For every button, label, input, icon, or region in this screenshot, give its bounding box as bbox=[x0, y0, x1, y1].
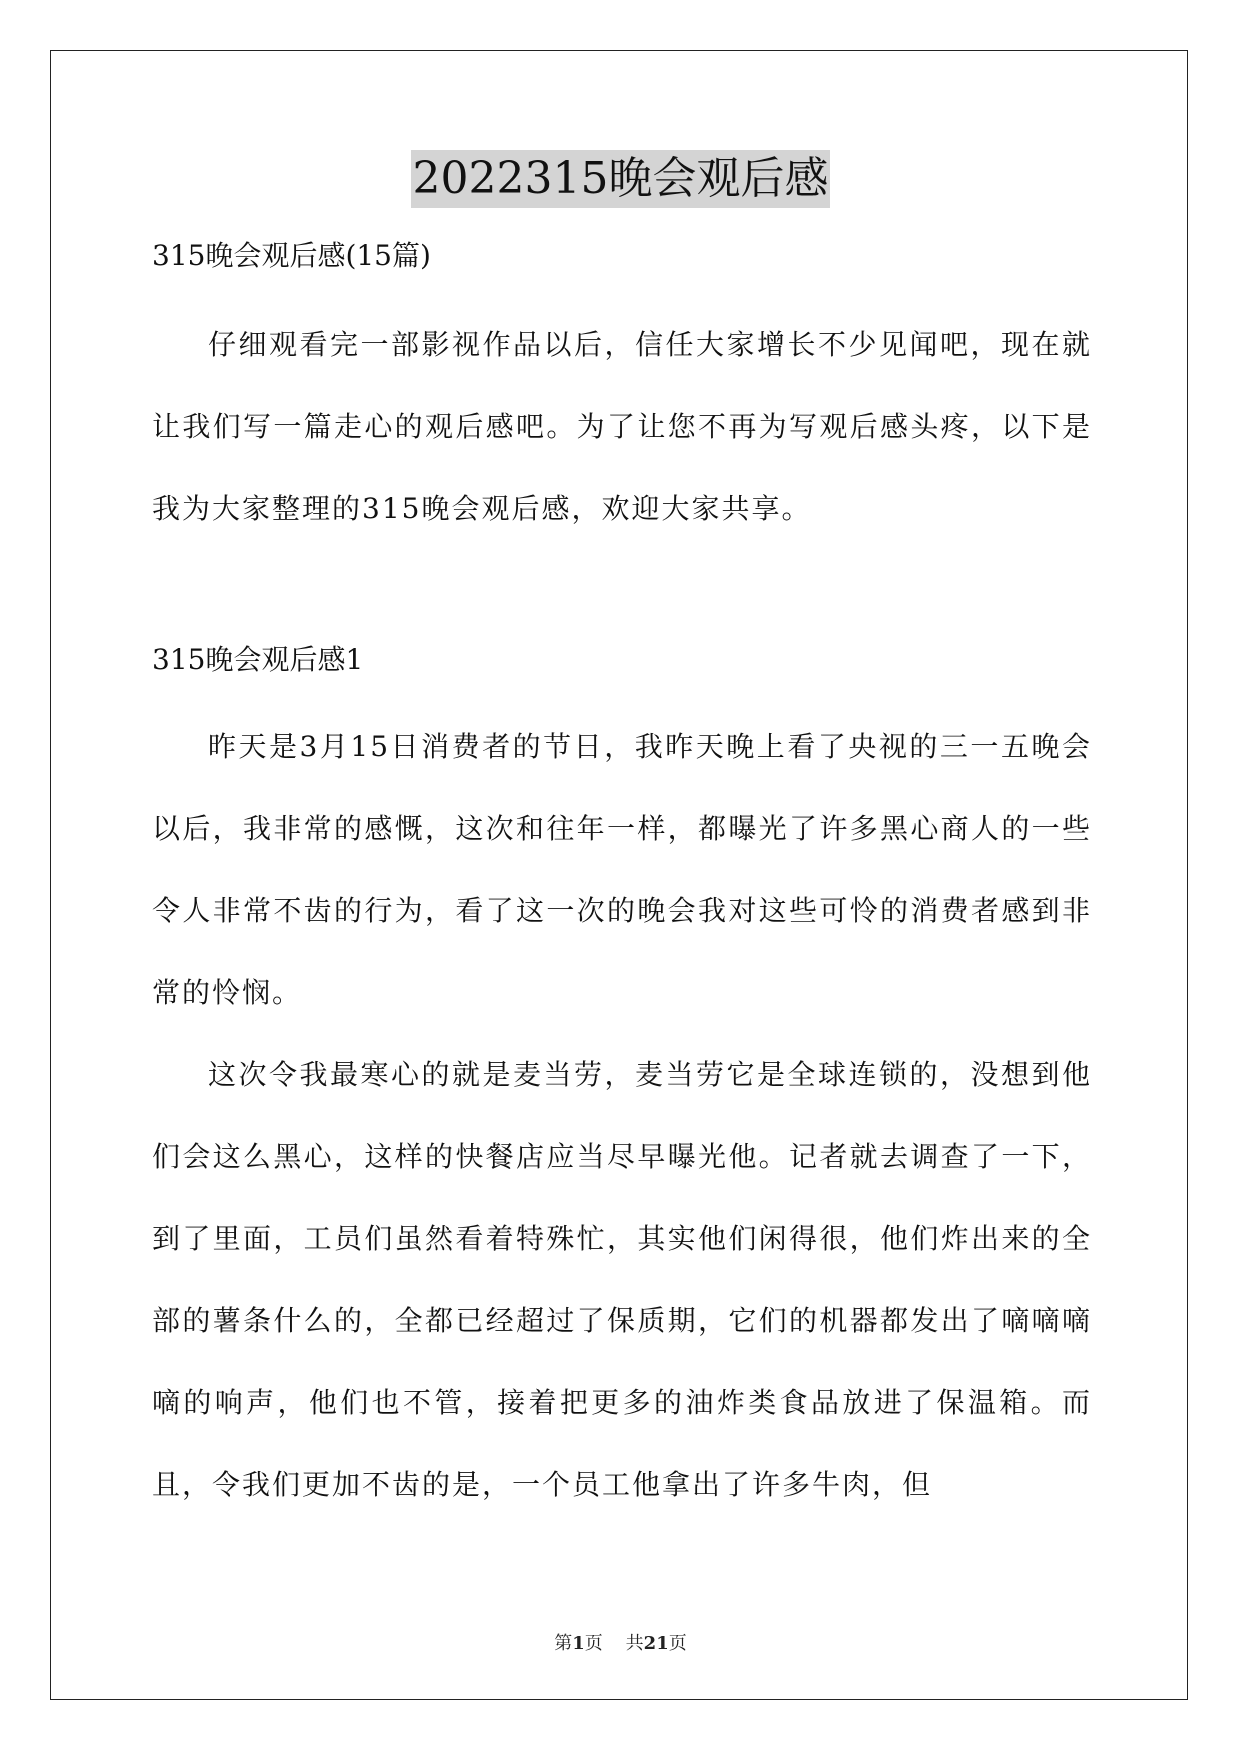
document-subtitle: 315晚会观后感(15篇) bbox=[152, 239, 431, 272]
page-label-suffix: 页 bbox=[584, 1633, 603, 1654]
intro-paragraph: 仔细观看完一部影视作品以后，信任大家增长不少见闻吧，现在就让我们写一篇走心的观后感吧。为了让您不再为写观后感头疼，以下是我为大家整理的315晚会观后感，欢迎大家共享。 bbox=[152, 328, 1092, 525]
document-body bbox=[152, 236, 1092, 1526]
title-container bbox=[0, 150, 1241, 208]
total-label-prefix: 共 bbox=[625, 1633, 644, 1654]
total-label-suffix: 页 bbox=[668, 1633, 687, 1654]
page-footer bbox=[0, 1629, 1241, 1655]
page-number: 1 bbox=[572, 1633, 585, 1654]
section-heading: 315晚会观后感1 bbox=[152, 643, 364, 676]
page-label-prefix: 第 bbox=[554, 1633, 573, 1654]
total-pages: 21 bbox=[643, 1633, 669, 1654]
section-paragraph-2: 这次令我最寒心的就是麦当劳，麦当劳它是全球连锁的，没想到他们会这么黑心，这样的快餐店应当尽早曝光他。记者就去调查了一下，到了里面，工员们虽然看着特殊忙，其实他们闲得很，他们炸出来的全部的薯条什么的，全都已经超过了保质期，它们的机器都发出了嘀嘀嘀嘀的响声，他们也不管，接着把更多的油炸类食品放进了保温箱。而且，令我们更加不齿的是，一个员工他拿出了许多牛肉，但 bbox=[152, 1058, 1092, 1501]
document-title: 2022315晚会观后感 bbox=[411, 150, 831, 208]
section-paragraph-1: 昨天是3月15日消费者的节日，我昨天晚上看了央视的三一五晚会以后，我非常的感慨，这次和往年一样，都曝光了许多黑心商人的一些令人非常不齿的行为，看了这一次的晚会我对这些可怜的消费者感到非常的怜悯。 bbox=[152, 730, 1092, 1009]
